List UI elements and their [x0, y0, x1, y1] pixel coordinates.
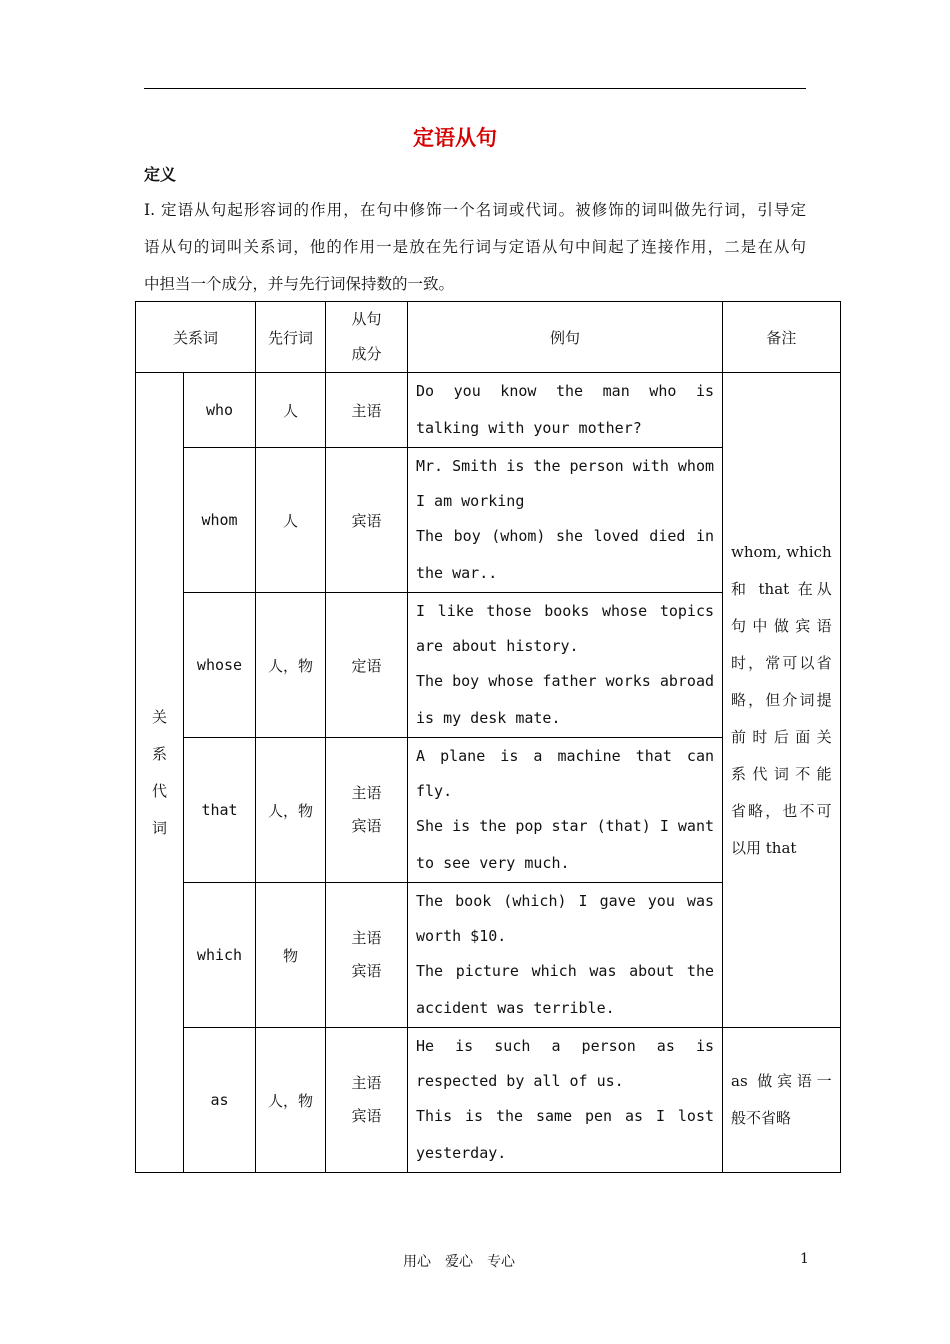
- antecedent: 人，物: [256, 1028, 326, 1173]
- remark-cell: whom, which 和 that 在从 句中做宾语 时，常可以省 略，但介词提 前时后面关 系代词不能 省略，也不可 以用 that: [723, 373, 841, 1028]
- example-cell: He is such a person as is respected by all of us. This is the same pen as I lost yesterday.: [408, 1028, 723, 1173]
- clause-role: 主语 宾语: [326, 738, 408, 883]
- example-cell: The book (which) I gave you was worth $10. The picture which was about the accident was terrible.: [408, 883, 723, 1028]
- page-number: 1: [800, 1251, 809, 1267]
- antecedent: 人，物: [256, 738, 326, 883]
- table-header-row: [136, 302, 841, 373]
- header-role-line: 从句: [351, 310, 382, 328]
- relative-pronoun-table: [135, 301, 841, 1173]
- header-antecedent: 先行词: [256, 302, 326, 373]
- example-cell: I like those books whose topics are about history. The boy whose father works abroad is my desk mate.: [408, 593, 723, 738]
- intro-paragraph: [144, 192, 806, 303]
- rel-word: as: [184, 1028, 256, 1173]
- antecedent: 人: [256, 448, 326, 593]
- header-role-line: 成分: [351, 345, 382, 363]
- rel-word: who: [184, 373, 256, 448]
- header-remark: 备注: [723, 302, 841, 373]
- rel-word: whose: [184, 593, 256, 738]
- remark-cell: as 做宾语一 般不省略: [723, 1028, 841, 1173]
- example-cell: Mr. Smith is the person with whom I am working The boy (whom) she loved died in the war..: [408, 448, 723, 593]
- example-cell: A plane is a machine that can fly. She is the pop star (that) I want to see very much.: [408, 738, 723, 883]
- table-row: [136, 1028, 841, 1173]
- page-title: 定语从句: [413, 126, 497, 150]
- header-role: [326, 302, 408, 373]
- rel-word: whom: [184, 448, 256, 593]
- header-example: 例句: [408, 302, 723, 373]
- intro-line: 语从句的词叫关系词，他的作用一是放在先行词与定语从句中间起了连接作用，二是在从句: [144, 238, 806, 256]
- rel-word: that: [184, 738, 256, 883]
- clause-role: 定语: [326, 593, 408, 738]
- header-rule: [144, 88, 806, 89]
- example-cell: Do you know the man who is talking with your mother?: [408, 373, 723, 448]
- group-label: 关 系 代 词: [136, 373, 184, 1173]
- section-heading: 定义: [144, 165, 177, 184]
- footer-motto: 用心 爱心 专心: [403, 1254, 515, 1270]
- clause-role: 宾语: [326, 448, 408, 593]
- clause-role: 主语: [326, 373, 408, 448]
- clause-role: 主语 宾语: [326, 1028, 408, 1173]
- table-row: [136, 373, 841, 448]
- header-relword: 关系词: [136, 302, 256, 373]
- clause-role: 主语 宾语: [326, 883, 408, 1028]
- intro-line: I. 定语从句起形容词的作用，在句中修饰一个名词或代词。被修饰的词叫做先行词，引导定: [144, 201, 806, 219]
- rel-word: which: [184, 883, 256, 1028]
- antecedent: 人: [256, 373, 326, 448]
- antecedent: 物: [256, 883, 326, 1028]
- intro-line: 中担当一个成分，并与先行词保持数的一致。: [144, 275, 455, 293]
- antecedent: 人，物: [256, 593, 326, 738]
